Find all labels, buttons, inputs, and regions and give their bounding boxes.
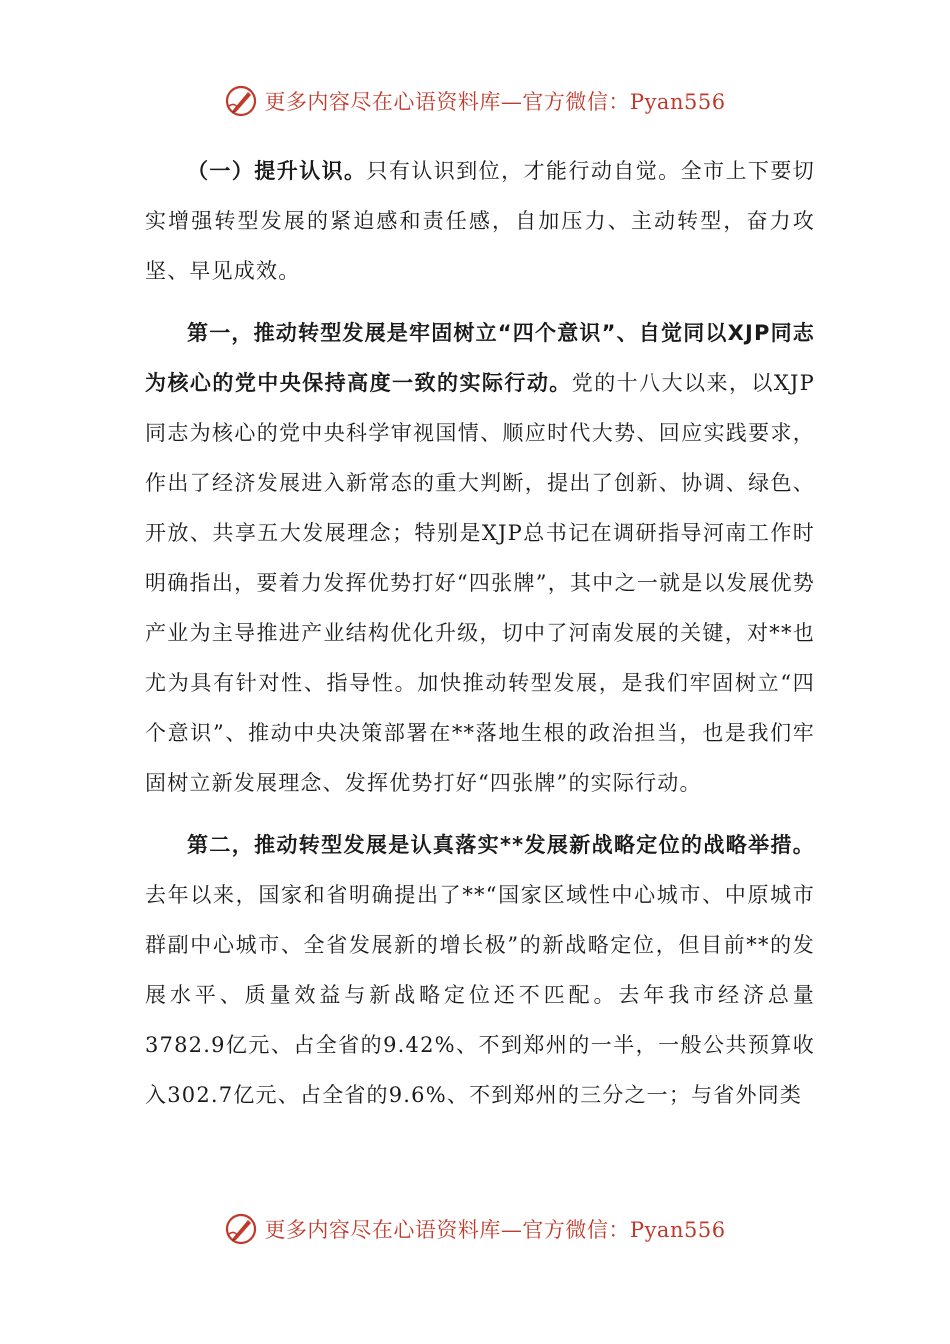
paragraph-2-body: 党的十八大以来，以XJP同志为核心的党中央科学审视国情、顺应时代大势、回应实践要求，作出了经济发展进入新常态的重大判断，提出了创新、协调、绿色、开放、共享五大发展理念；特别是XJP总书记在调研指导河南工作时明确指出，要着力发挥优势打好“四张牌”，其中之一就是以发展优势产业为主导推进产业结构优化升级，切中了河南发展的关键，对**也尤为具有针对性、指导性。加快推动转型发展，是我们牢固树立“四个意识”、推动中央决策部署在**落地生根的政治担当，也是我们牢固树立新发展理念、发挥优势打好“四张牌”的实际行动。 <box>145 371 815 795</box>
watermark-header <box>0 84 950 118</box>
document-body <box>145 146 815 1120</box>
paragraph-2 <box>145 308 815 808</box>
paragraph-3-body: 去年以来，国家和省明确提出了**“国家区域性中心城市、中原城市群副中心城市、全省发展新的增长极”的新战略定位，但目前**的发展水平、质量效益与新战略定位还不匹配。去年我市经济总量3782.9亿元、占全省的9.42%、不到郑州的一半，一般公共预算收入302.7亿元、占全省的9.6%、不到郑州的三分之一；与省外同类 <box>145 883 815 1107</box>
paragraph-3 <box>145 820 815 1120</box>
watermark-text: 更多内容尽在心语资料库—官方微信：Pyan556 <box>264 90 726 114</box>
paragraph-1 <box>145 146 815 296</box>
paragraph-3-lead: 第二，推动转型发展是认真落实**发展新战略定位的战略举措。 <box>187 833 815 857</box>
pen-logo-icon <box>224 84 258 118</box>
pen-logo-icon <box>224 1212 258 1246</box>
paragraph-1-body: 只有认识到位，才能行动自觉。全市上下要切实增强转型发展的紧迫感和责任感，自加压力、主动转型，奋力攻坚、早见成效。 <box>145 159 815 283</box>
paragraph-1-lead: （一）提升认识。 <box>187 159 367 183</box>
watermark-footer <box>0 1212 950 1246</box>
watermark-text: 更多内容尽在心语资料库—官方微信：Pyan556 <box>264 1218 726 1242</box>
paragraph-2-lead: 第一，推动转型发展是牢固树立“四个意识”、自觉同以XJP同志为核心的党中央保持高度一致的实际行动。 <box>145 321 815 395</box>
